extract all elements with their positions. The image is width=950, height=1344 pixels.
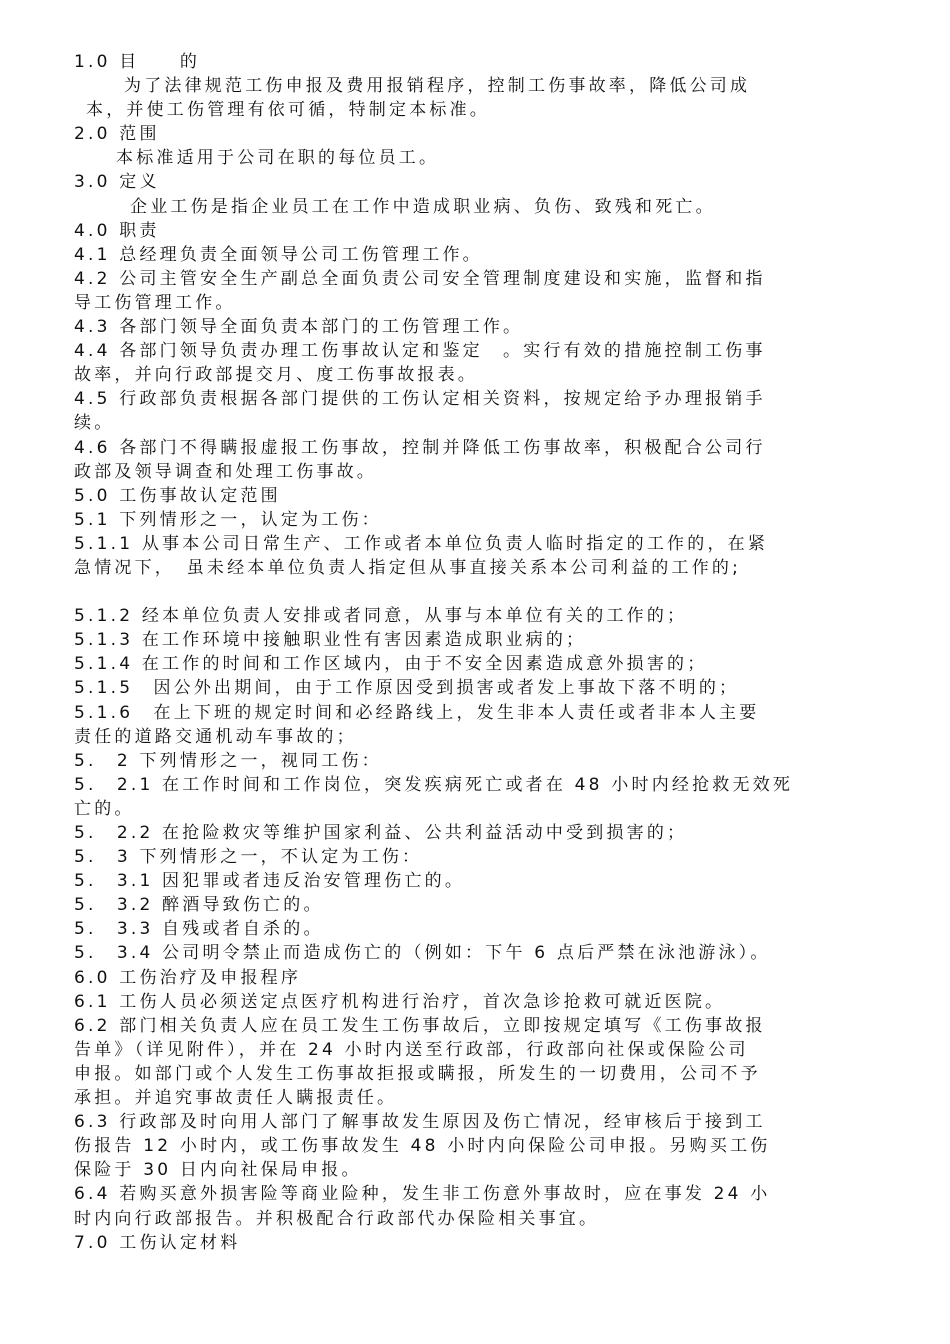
clause-line: 5.1.5 因公外出期间，由于工作原因受到损害或者发上事故下落不明的； — [74, 678, 740, 699]
clause-line: 伤报告 12 小时内，或工伤事故发生 48 小时内向保险公司申报。另购买工伤 — [74, 1136, 771, 1157]
clause-line: 6.1 工伤人员必须送定点医疗机构进行治疗，首次急诊抢救可就近医院。 — [74, 991, 726, 1012]
clause-line: 5.1.6 在上下班的规定时间和必经路线上，发生非本人责任或者非本人主要 — [74, 702, 760, 723]
clause-line: 5. 2.2 在抢险救灾等维护国家利益、公共利益活动中受到损害的； — [74, 823, 688, 843]
clause-line: 5.1.3 在工作环境中接触职业性有害因素造成职业病的； — [74, 630, 587, 651]
clause-line: 时内向行政部报告。并积极配合行政部代办保险相关事宜。 — [74, 1208, 600, 1229]
clause-line: 急情况下， 虽未经本单位负责人指定但从事直接关系本公司利益的工作的; — [74, 557, 742, 578]
clause-line: 政部及领导调查和处理工伤事故。 — [74, 461, 377, 482]
clause-line: 4.5 行政部负责根据各部门提供的工伤认定相关资料，按规定给予办理报销手 — [74, 389, 766, 410]
clause-line: 保险于 30 日内向社保局申报。 — [74, 1160, 362, 1181]
clause-line: 5.1.2 经本单位负责人安排或者同意，从事与本单位有关的工作的； — [74, 606, 688, 627]
clause-line: 5. 3.4 公司明令禁止而造成伤亡的（例如：下午 6 点后严禁在泳池游泳）。 — [74, 943, 771, 964]
clause-line: 5.1.4 在工作的时间和工作区域内，由于不安全因素造成意外损害的； — [74, 654, 708, 675]
heading-purpose: 1.0 目 的 — [74, 52, 201, 72]
document-body — [74, 50, 894, 1255]
clause-line: 4.6 各部门不得瞒报虚报工伤事故，控制并降低工伤事故率，积极配合公司行 — [74, 437, 766, 458]
paragraph-line: 本，并使工伤管理有依可循，特制定本标准。 — [86, 100, 490, 121]
paragraph-line: 企业工伤是指企业员工在工作中造成职业病、负伤、致残和死亡。 — [130, 196, 716, 217]
paragraph-line: 为了法律规范工伤申报及费用报销程序，控制工伤事故率，降低公司成 — [124, 76, 751, 97]
clause-line: 6.4 若购买意外损害险等商业险种，发生非工伤意外事故时，应在事发 24 小 — [74, 1184, 771, 1205]
heading-injury-materials: 7.0 工伤认定材料 — [74, 1232, 241, 1253]
clause-line: 5. 2 下列情形之一，视同工伤： — [74, 750, 382, 771]
clause-line: 故率，并向行政部提交月、度工伤事故报表。 — [74, 365, 478, 386]
heading-definition: 3.0 定义 — [74, 172, 160, 193]
clause-line: 4.4 各部门领导负责办理工伤事故认定和鉴定 。实行有效的措施控制工伤事 — [74, 341, 766, 362]
clause-line: 6.3 行政部及时向用人部门了解事故发生原因及伤亡情况，经审核后于接到工 — [74, 1112, 766, 1133]
clause-line: 5. 3.1 因犯罪或者违反治安管理伤亡的。 — [74, 871, 466, 892]
clause-line: 5. 3 下列情形之一，不认定为工伤： — [74, 847, 423, 868]
clause-line: 亡的。 — [74, 798, 135, 819]
clause-line: 5.1 下列情形之一，认定为工伤： — [74, 509, 382, 530]
clause-line: 申报。如部门或个人发生工伤事故拒报或瞒报，所发生的一切费用，公司不予 — [74, 1063, 761, 1084]
clause-line: 导工伤管理工作。 — [74, 292, 236, 313]
clause-line: 5. 3.2 醉酒导致伤亡的。 — [74, 895, 324, 916]
clause-line: 续。 — [74, 413, 115, 434]
heading-responsibilities: 4.0 职责 — [74, 220, 160, 241]
heading-injury-scope: 5.0 工伤事故认定范围 — [74, 485, 281, 506]
clause-line: 5. 3.3 自残或者自杀的。 — [74, 919, 324, 940]
clause-line: 4.3 各部门领导全面负责本部门的工伤管理工作。 — [74, 317, 524, 338]
clause-line: 4.1 总经理负责全面领导公司工伤管理工作。 — [74, 244, 483, 265]
blank-line — [74, 580, 894, 604]
clause-line: 告单》（详见附件），并在 24 小时内送至行政部，行政部向社保或保险公司 — [74, 1039, 749, 1060]
paragraph-line: 本标准适用于公司在职的每位员工。 — [116, 148, 440, 169]
clause-line: 4.2 公司主管安全生产副总全面负责公司安全管理制度建设和实施，监督和指 — [74, 268, 766, 289]
clause-line: 承担。并追究事故责任人瞒报责任。 — [74, 1088, 398, 1109]
heading-scope: 2.0 范围 — [74, 124, 160, 145]
clause-line: 责任的道路交通机动车事故的； — [74, 726, 357, 747]
clause-line: 5. 2.1 在工作时间和工作岗位，突发疾病死亡或者在 48 小时内经抢救无效死 — [74, 774, 794, 795]
clause-line: 5.1.1 从事本公司日常生产、工作或者本单位负责人临时指定的工作的，在紧 — [74, 533, 769, 554]
clause-line: 6.2 部门相关负责人应在员工发生工伤事故后，立即按规定填写《工伤事故报 — [74, 1015, 766, 1036]
heading-treatment-procedure: 6.0 工伤治疗及申报程序 — [74, 967, 302, 988]
